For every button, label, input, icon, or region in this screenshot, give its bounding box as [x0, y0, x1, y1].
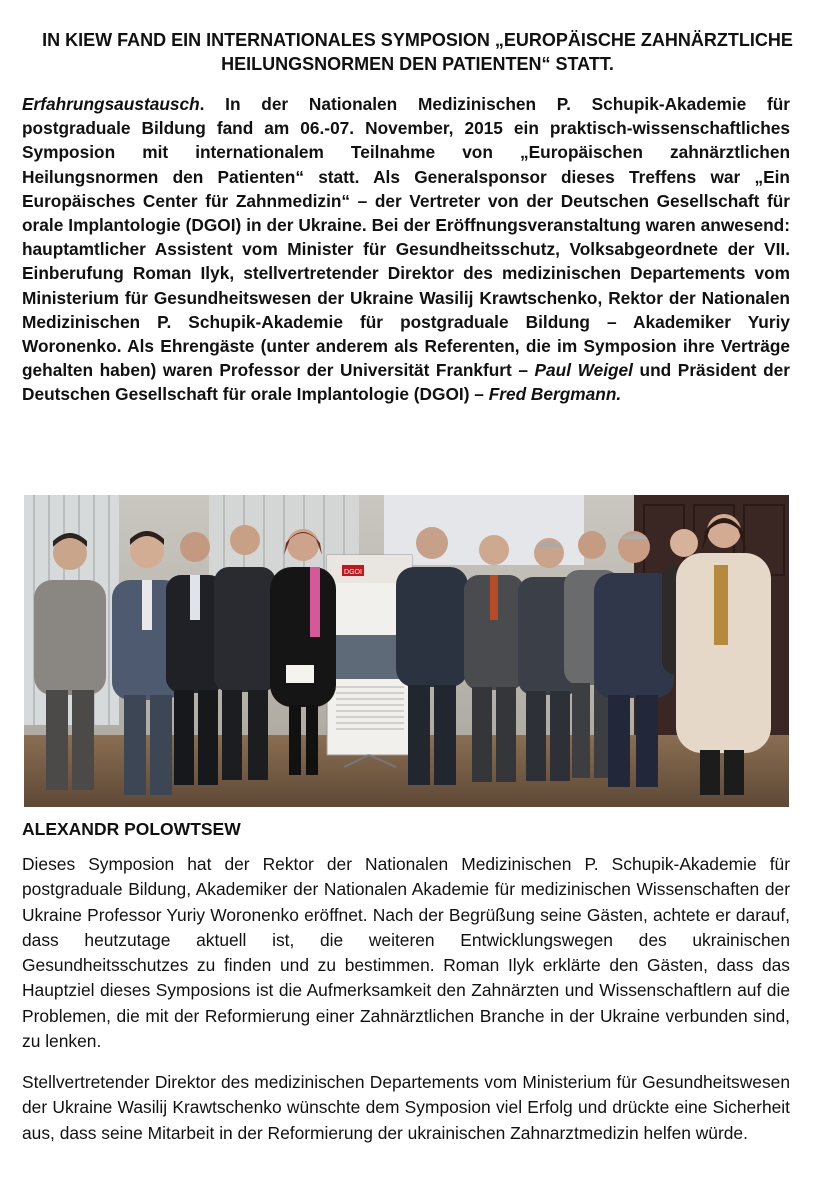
lead-kicker: Erfahrungsaustausch	[22, 94, 200, 114]
body-paragraph-1: Dieses Symposion hat der Rektor der Nationalen Medizinischen P. Schupik-Akademie für postgraduale Bildung, Akademiker der Nationalen Akademie für medizinischen Wissenschaften der Ukraine Professor Yuriy Woronenko eröffnet. Nach der Begrüßung seine Gästen, achtete er darauf, dass heutzutage aktuell ist, die weiteren Entwicklungswegen des ukrainischen Gesundheitsschutzes zu finden und zu bestimmen. Roman Ilyk erklärte den Gästen, dass das Hauptziel dieses Symposions ist die Aufmerksamkeit den Zahnärzten und Wissenschaftlern auf die Problemen, die mit der Reformierung einer Zahnärztlichen Branche in der Ukraine verbunden sind, zu lenken.	[22, 854, 790, 1052]
poster-logo-text: DGOI	[344, 569, 362, 576]
article-lead	[22, 92, 790, 407]
body-paragraph-2: Stellvertretender Direktor des medizinischen Departements vom Ministerium für Gesundheitswesen der Ukraine Wasilij Krawtschenko wünschte dem Symposion viel Erfolg und drückte eine Sicherheit aus, dass seine Mitarbeit in der Reformierung der ukrainischen Zahnarztmedizin helfen würde.	[22, 1072, 790, 1143]
lead-text-part-1: . In der Nationalen Medizinischen P. Schupik-Akademie für postgraduale Bildung fand am 06.-07. November, 2015 ein praktisch-wissenschaftliches Symposion mit internationalem Teilnahme von „Europäischen zahnärztlichen Heilungsnormen den Patienten“ statt. Als Generalsponsor dieses Treffens war „Ein Europäisches Center für Zahnmedizin“ – der Vertreter von der Deutschen Gesellschaft für orale Implantologie (DGOI) in der Ukraine. Bei der Eröffnungsveranstaltung waren anwesend: hauptamtlicher Assistent vom Minister für Gesundheitsschutz, Volksabgeordnete der VII. Einberufung Roman Ilyk, stellvertretender Direktor des medizinischen Departements vom Ministerium für Gesundheitswesen der Ukraine Wasilij Krawtschenko, Rektor der Nationalen Medizinischen P. Schupik-Akademie für postgraduale Bildung – Akademiker Yuriy Woronenko. Als Ehrengäste (unter anderem als Referenten, die im Symposion ihre Verträge gehalten haben) waren Professor der Universität Frankfurt –	[22, 94, 790, 381]
lead-name-paul-weigel: Paul Weigel	[534, 360, 633, 381]
lead-text-part-2: und Präsident der Deutschen Gesellschaft für orale Implantologie (DGOI) –	[22, 360, 790, 405]
article-headline: IN KIEW FAND EIN INTERNATIONALES SYMPOSION „EUROPÄISCHE ZAHNÄRZTLICHE HEILUNGSNORMEN DEN PATIENTEN“ STATT.	[42, 30, 793, 74]
lead-name-fred-bergmann: Fred Bergmann.	[488, 384, 622, 405]
group-photo	[24, 495, 789, 807]
author-byline: ALEXANDR POLOWTSEW	[22, 819, 241, 839]
